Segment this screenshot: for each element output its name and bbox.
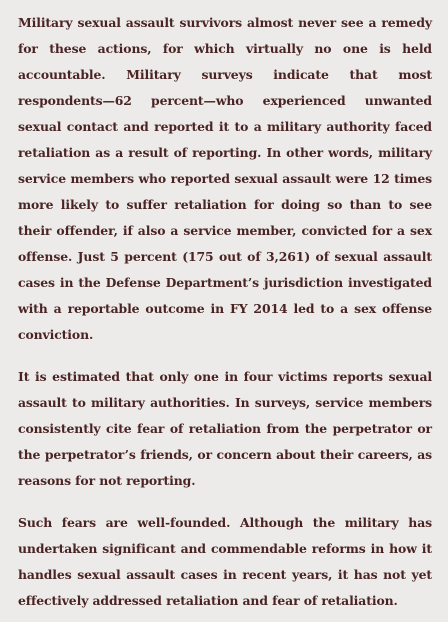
paragraph-3: Such fears are well-founded. Although the military has undertaken significant and commendable reforms in how it handles sexual assault cases in recent years, it has not yet effectively addressed retaliation and fear of retaliation.: [18, 515, 432, 608]
paragraph-1: Military sexual assault survivors almost never see a remedy for these actions, for which virtually no one is held accountable. Military surveys indicate that most respondents—62 percent—who experienced unwanted sexual contact and reported it to a military authority faced retaliation as a result of reporting. In other words, military service members who reported sexual assault were 12 times more likely to suffer retaliation for doing so than to see their offender, if also a service member, convicted for a sex offense. Just 5 percent (175 out of 3,261) of sexual assault cases in the Defense Department’s jurisdiction investigated with a reportable outcome in FY 2014 led to a sex offense conviction.: [18, 15, 432, 342]
paragraph-2: It is estimated that only one in four victims reports sexual assault to military authorities. In surveys, service members consistently cite fear of retaliation from the perpetrator or the perpetrator’s friends, or concern about their careers, as reasons for not reporting.: [18, 369, 432, 488]
